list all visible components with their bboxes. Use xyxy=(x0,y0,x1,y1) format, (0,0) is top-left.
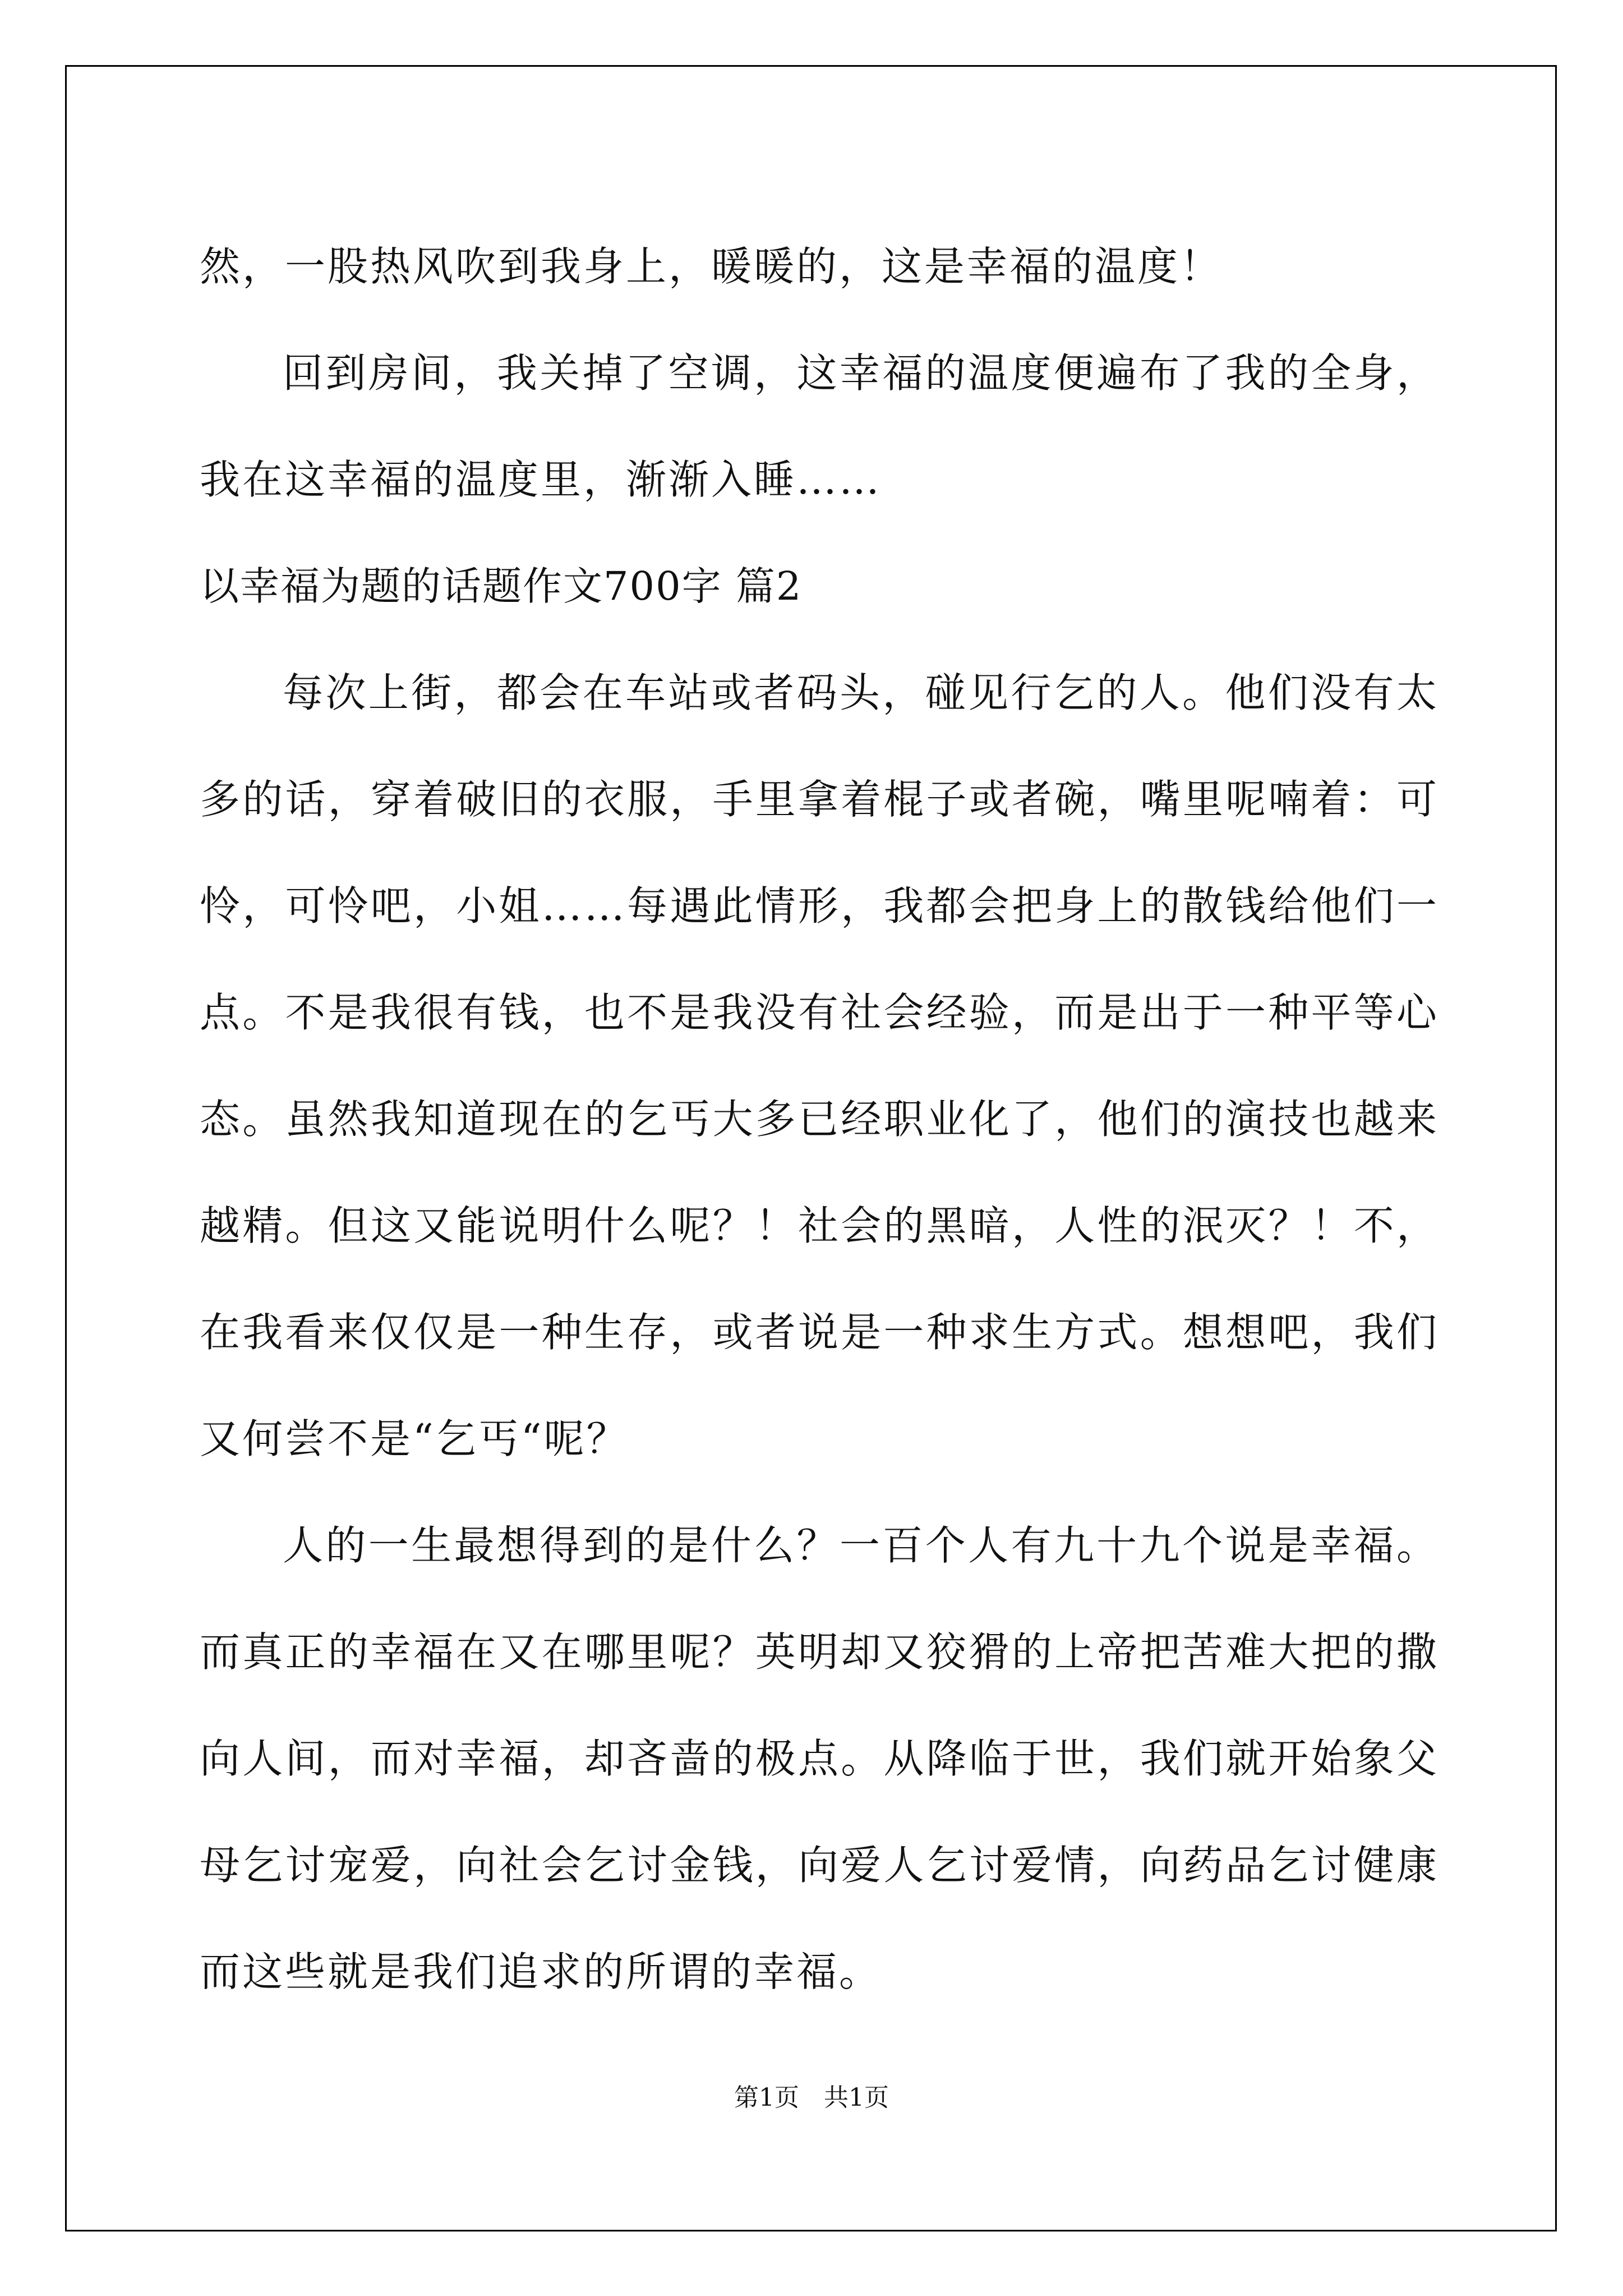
paragraph-1: 然，一股热风吹到我身上，暖暖的，这是幸福的温度！ xyxy=(200,243,1223,290)
paragraph-3: 每次上街，都会在车站或者码头，碰见行乞的人。他们没有太多的话，穿着破旧的衣服，手里拿着棍子或者碗，嘴里呢喃着：可怜，可怜吧，小姐……每遇此情形，我都会把身上的散钱给他们一点。不是我很有钱，也不是我没有社会经验，而是出于一种平等心态。虽然我知道现在的乞丐大多已经职业化了，他们的演技也越来越精。但这又能说明什么呢？！社会的黑暗，人性的泯灭？！不，在我看来仅仅是一种生存，或者说是一种求生方式。想想吧，我们又何尝不是“乞丐“呢？ xyxy=(200,669,1439,1462)
document-body xyxy=(200,213,1439,2025)
section-heading: 以幸福为题的话题作文700字 篇2 xyxy=(200,563,803,609)
paragraph-2: 回到房间，我关掉了空调，这幸福的温度便遍布了我的全身，我在这幸福的温度里，渐渐入睡…… xyxy=(200,349,1439,503)
paragraph-4: 人的一生最想得到的是什么？一百个人有九十九个说是幸福。而真正的幸福在又在哪里呢？英明却又狡猾的上帝把苦难大把的撒向人间，而对幸福，却吝啬的极点。从降临于世，我们就开始象父母乞讨宠爱，向社会乞讨金钱，向爱人乞讨爱情，向药品乞讨健康而这些就是我们追求的所谓的幸福。 xyxy=(200,1522,1439,1995)
page-footer: 第1页 共1页 xyxy=(734,2083,889,2112)
